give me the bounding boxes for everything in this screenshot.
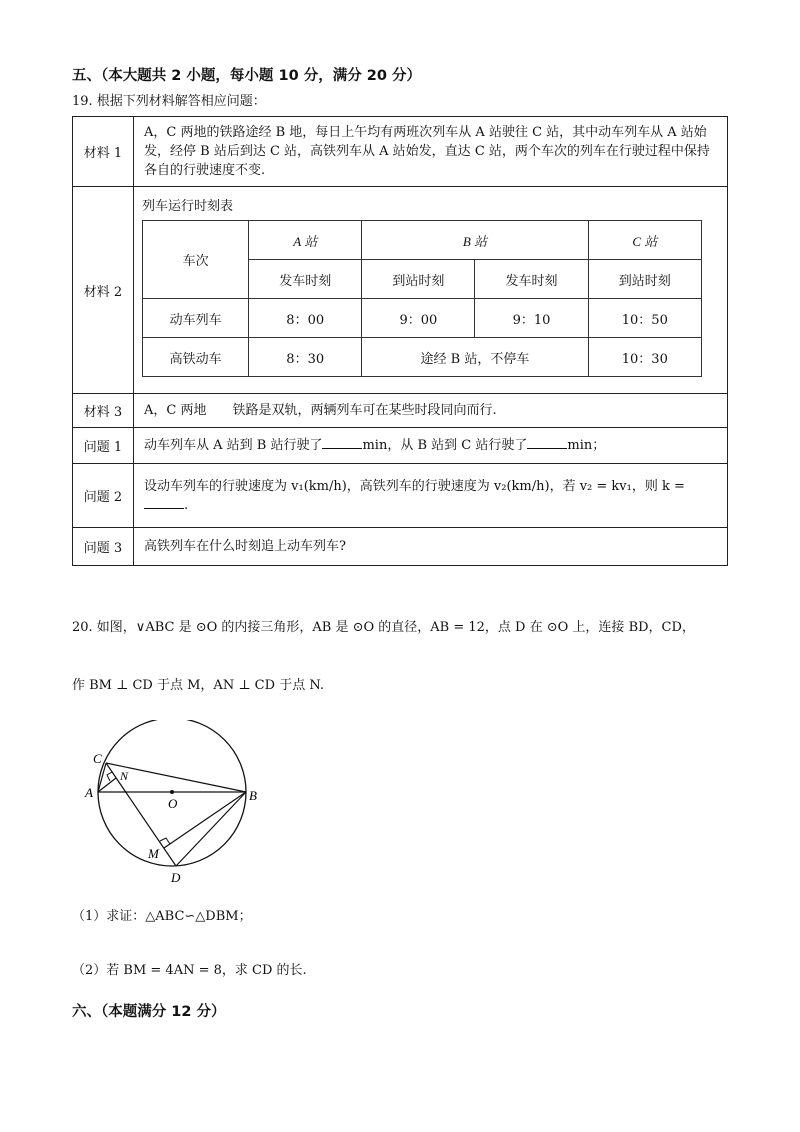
q19-materials-table bbox=[72, 116, 728, 566]
material-3-text: A，C 两地 铁路是双轨，两辆列车可在某些时段同向而行. bbox=[134, 394, 728, 428]
label-b: B bbox=[249, 788, 257, 803]
material-3-label: 材料 3 bbox=[73, 394, 134, 428]
answer-blank-2 bbox=[527, 436, 567, 449]
row-emu-b-arrive: 9：00 bbox=[362, 299, 475, 338]
label-o: O bbox=[168, 796, 178, 811]
header-station-a: A 站 bbox=[249, 221, 362, 260]
question-2-label: 问题 2 bbox=[73, 464, 134, 528]
answer-blank-3 bbox=[144, 496, 184, 509]
row-emu-a-depart: 8：00 bbox=[249, 299, 362, 338]
label-n: N bbox=[120, 769, 129, 783]
question-1-unit2: min； bbox=[567, 438, 606, 453]
question-1-unit1: min，从 B 站到 C 站行驶了 bbox=[362, 438, 528, 453]
question-1-label: 问题 1 bbox=[73, 428, 134, 464]
header-station-c: C 站 bbox=[588, 221, 701, 260]
q20-line2: 作 BM ⊥ CD 于点 M，AN ⊥ CD 于点 N. bbox=[72, 678, 324, 693]
right-angle-n bbox=[107, 772, 112, 781]
header-train: 车次 bbox=[143, 221, 249, 299]
row-hsr-a-depart: 8：30 bbox=[249, 338, 362, 377]
timetable bbox=[142, 220, 702, 377]
question-1-part1: 动车列车从 A 站到 B 站行驶了 bbox=[144, 438, 323, 453]
label-d: D bbox=[171, 870, 181, 885]
label-m: M bbox=[148, 846, 159, 861]
row-hsr-b-merged: 途经 B 站，不停车 bbox=[362, 338, 588, 377]
row-emu-c-arrive: 10：50 bbox=[588, 299, 701, 338]
row-emu-b-depart: 9：10 bbox=[475, 299, 588, 338]
row-emu-name: 动车列车 bbox=[143, 299, 249, 338]
right-angle-m bbox=[160, 838, 170, 844]
question-2-text: 设动车列车的行驶速度为 v₁(km/h)，高铁列车的行驶速度为 v₂(km/h)，若 v₂ = kv₁，则 k = bbox=[144, 478, 685, 494]
question-1-cell bbox=[134, 428, 728, 464]
material-2-label: 材料 2 bbox=[73, 187, 134, 394]
label-a: A bbox=[85, 785, 93, 800]
section-5-title: 五、（本大题共 2 小题，每小题 10 分，满分 20 分） bbox=[72, 68, 421, 84]
material-2-cell bbox=[134, 187, 728, 394]
header-depart-a: 发车时刻 bbox=[249, 260, 362, 299]
circle-figure bbox=[76, 720, 276, 890]
section-6-title: 六、（本题满分 12 分） bbox=[72, 1004, 226, 1020]
q20-part2: （2）若 BM = 4AN = 8，求 CD 的长. bbox=[72, 963, 307, 978]
q20-line1: 20. 如图，∨ABC 是 ⊙O 的内接三角形，AB 是 ⊙O 的直径，AB = 12，点 D 在 ⊙O 上，连接 BD，CD， bbox=[72, 620, 695, 635]
header-station-b: B 站 bbox=[362, 221, 588, 260]
material-1-label: 材料 1 bbox=[73, 117, 134, 187]
row-hsr-c-arrive: 10：30 bbox=[588, 338, 701, 377]
segment-cd bbox=[106, 763, 176, 866]
row-hsr-name: 高铁动车 bbox=[143, 338, 249, 377]
header-depart-b: 发车时刻 bbox=[475, 260, 588, 299]
label-c: C bbox=[93, 751, 102, 766]
header-arrive-c: 到站时刻 bbox=[588, 260, 701, 299]
center-dot bbox=[170, 790, 174, 794]
question-3-label: 问题 3 bbox=[73, 528, 134, 566]
q19-intro: 19. 根据下列材料解答相应问题： bbox=[72, 94, 266, 109]
answer-blank-1 bbox=[322, 436, 362, 449]
question-2-end: . bbox=[184, 497, 189, 513]
header-arrive-b: 到站时刻 bbox=[362, 260, 475, 299]
q20-part1: （1）求证：△ABC∽△DBM； bbox=[72, 909, 252, 924]
timetable-title: 列车运行时刻表 bbox=[142, 199, 234, 214]
question-2-cell bbox=[134, 464, 728, 528]
question-3-text: 高铁列车在什么时刻追上动车列车? bbox=[134, 528, 728, 566]
material-1-text: A，C 两地的铁路途经 B 地，每日上午均有两班次列车从 A 站驶往 C 站，其中动车列车从 A 站始发，经停 B 站后到达 C 站，高铁列车从 A 站始发，直达 C 站，两个车次的列车在行驶过程中保持各自的行驶速度不变. bbox=[134, 117, 728, 187]
